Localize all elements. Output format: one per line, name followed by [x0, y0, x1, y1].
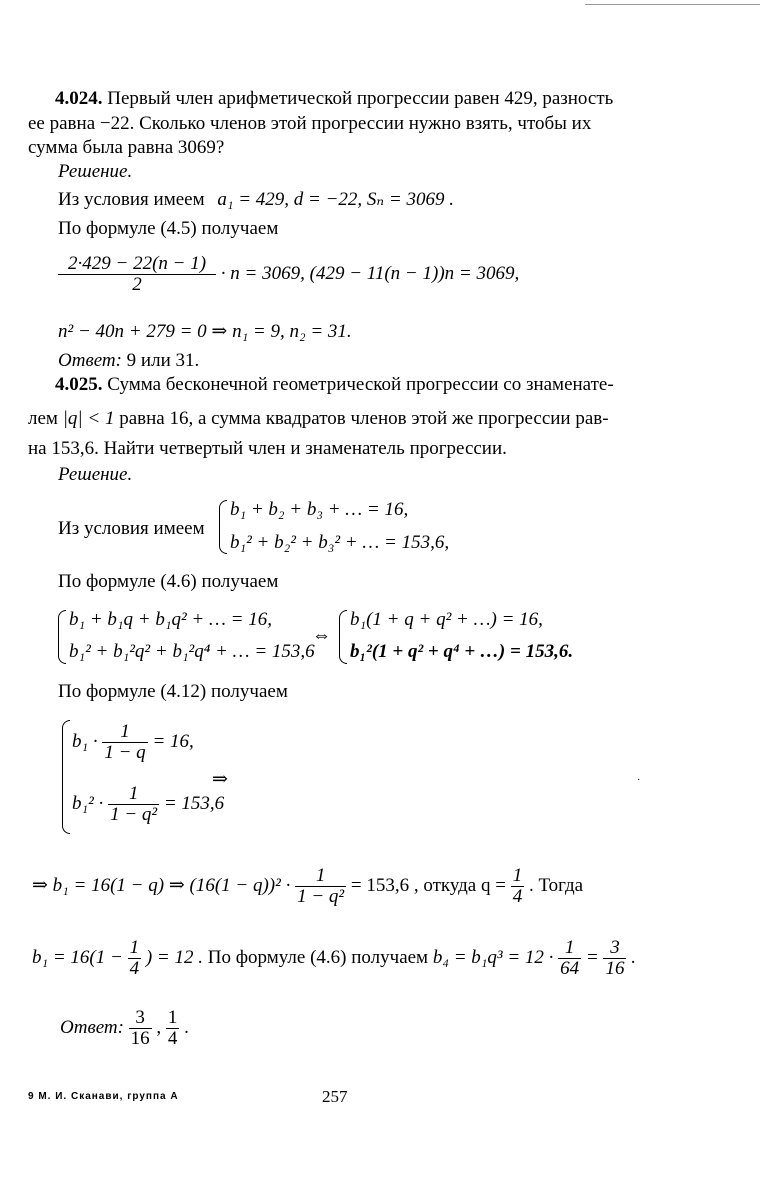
problem-4-025-line1	[55, 374, 614, 396]
fraction: $\frac{1}{64}$	[560, 937, 580, 979]
fraction: $\frac{1}{4}$	[512, 865, 523, 907]
system-brace	[58, 610, 66, 664]
system2-eq1: b₁ + b₁q + b₁q² + … = 16,	[69, 609, 272, 630]
numerator: 2·429 − 22(n − 1)	[58, 254, 216, 275]
footer-signature: 9 М. И. Сканави, группа А	[28, 1091, 179, 1102]
system2-eq2: b₁² + b₁²q² + b₁²q⁴ + … = 153,6	[69, 641, 315, 662]
problem-4-024-line1	[55, 88, 613, 110]
denominator: 2	[132, 273, 142, 295]
formula-ref: По формуле (4.6) получаем	[58, 571, 279, 592]
fraction: $\frac{1}{1 - q}$	[104, 721, 146, 763]
fraction	[58, 254, 216, 295]
iff-symbol: ⇔	[312, 625, 331, 646]
stray-dot: ·	[637, 775, 641, 786]
system3-eq2: b₁²(1 + q² + q⁴ + …) = 153,6.	[350, 641, 574, 662]
system4-eq1: b₁ · $\frac{1}{1 - q}$ = 16,	[72, 721, 194, 763]
condition-math: a₁ = 429, d = −22, Sₙ = 3069 .	[217, 189, 454, 210]
top-rule	[585, 4, 760, 5]
implies-symbol: ⇒	[212, 769, 228, 790]
problem-text: сумма была равна 3069?	[28, 137, 225, 158]
equation-1	[58, 254, 519, 295]
problem-number: 4.025.	[55, 374, 103, 395]
system-brace	[219, 500, 227, 554]
fraction: $\frac{1}{4}$	[129, 937, 140, 979]
formula-ref: По формуле (4.5) получаем	[58, 218, 279, 239]
answer-line: Ответ: $\frac{3}{16}$ , $\frac{1}{4}$ .	[60, 1007, 189, 1049]
formula-ref: По формуле (4.12) получаем	[58, 681, 288, 702]
problem-text: Первый член арифметической прогрессии равен 429, разность	[107, 88, 614, 109]
fraction: $\frac{3}{16}$	[605, 937, 625, 979]
system-brace	[62, 720, 70, 834]
answer-line	[58, 350, 199, 372]
solution-label: Решение.	[58, 464, 133, 485]
fraction: $\frac{1}{\text{1 − q²}}$	[297, 865, 345, 907]
b4-derivation-line: b₁ = 16(1 − $\frac{1}{4}$ ) = 12 . По формуле (4.6) получаем b₄ = b₁q³ = 12 · $\frac{1}{64}$ = $\frac{3}{16}$ .	[32, 937, 636, 979]
solution-label: Решение.	[58, 161, 133, 182]
system1-eq1: b₁ + b₂ + b₃ + … = 16,	[230, 499, 409, 520]
page-number: 257	[322, 1087, 348, 1106]
problem-text: ее равна −22. Сколько членов этой прогрессии нужно взять, чтобы их	[28, 113, 592, 134]
problem-text: Сумма бесконечной геометрической прогрессии со знаменате-	[107, 374, 614, 395]
answer-value: 9 или 31.	[126, 350, 200, 371]
condition-text: Из условия имеем	[58, 518, 205, 539]
system3-eq1: b₁(1 + q + q² + …) = 16,	[350, 609, 543, 630]
fraction: $\frac{1}{4}$	[167, 1007, 178, 1049]
fraction: $\frac{1}{\text{1 − q²}}$	[110, 783, 158, 825]
problem-text-line2: лем |q| < 1 равна 16, а сумма квадратов членов этой же прогрессии рав-	[28, 408, 609, 429]
answer-label: Ответ:	[60, 1016, 124, 1038]
condition-text: Из условия имеем	[58, 189, 205, 210]
fraction: $\frac{3}{16}$	[130, 1007, 150, 1049]
system-brace	[339, 610, 347, 664]
system4-eq2: b₁² · $\frac{1}{\text{1 − q²}}$ = 153,6	[72, 783, 225, 825]
problem-text: на 153,6. Найти четвертый член и знаменатель прогрессии.	[28, 438, 507, 459]
condition-line	[58, 188, 454, 211]
q-modulus: |q| < 1	[62, 408, 115, 429]
b1-derivation-line: ⇒ b₁ = 16(1 − q) ⇒ (16(1 − q))² · $\frac{1}{\text{1 − q²}}$ = 153,6 , откуда q = $\frac{1}{4}$ . Тогда	[32, 865, 584, 907]
system1-eq2: b₁² + b₂² + b₃² + … = 153,6,	[230, 532, 450, 553]
problem-number: 4.024.	[55, 88, 103, 109]
quadratic-equation: n² − 40n + 279 = 0 ⇒ n₁ = 9, n₂ = 31.	[58, 321, 352, 342]
equation-rest: · n = 3069, (429 − 11(n − 1))n = 3069,	[220, 262, 520, 284]
answer-label: Ответ:	[58, 350, 122, 371]
